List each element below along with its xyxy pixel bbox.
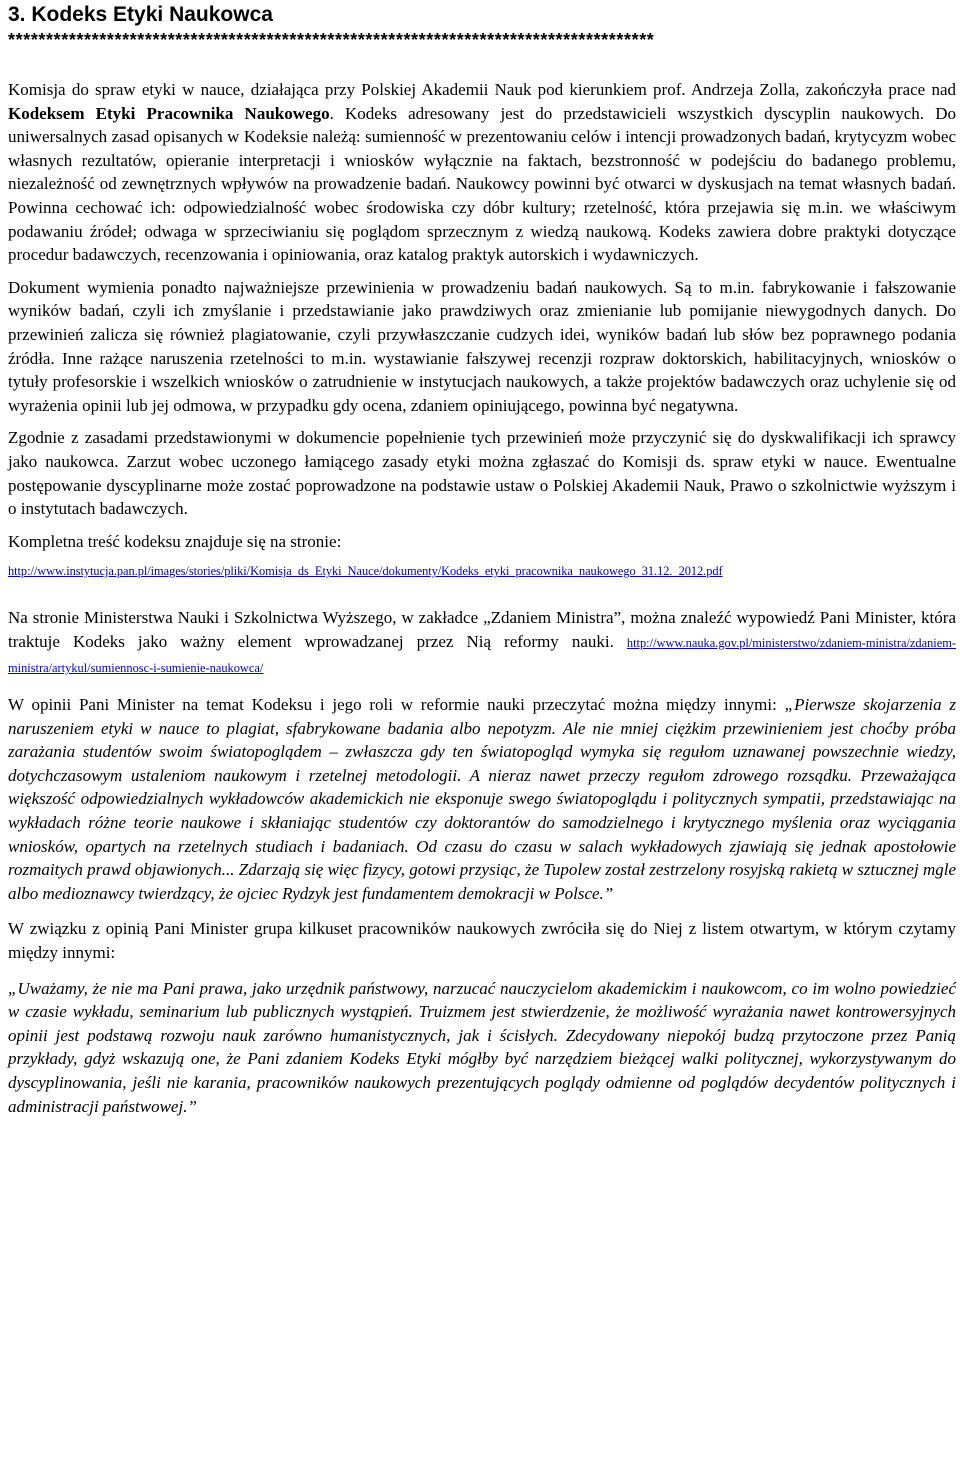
minister-opinion-intro: W opinii Pani Minister na temat Kodeksu i jego roli w reformie nauki przeczytać można między innymi:	[8, 695, 785, 715]
paragraph-violations: Dokument wymienia ponadto najważniejsze przewinienia w prowadzeniu badań naukowych. Są to m.in. fabrykowanie i fałszowanie wyników badań, czyli ich zmyślanie i przedstawianie jako prawdziwych oraz zmienianie lub pomijanie niewygodnych danych. Do przewinień zalicza się również plagiatowanie, czyli przywłaszczanie cudzych idei, wyników badań lub słów bez poprawnego podania źródła. Inne rażące naruszenia rzetelności to m.in. wystawianie fałszywej recenzji rozpraw doktorskich, habilitacyjnych, wniosków o tytuły profesorskie i wszelkich wniosków o zatrudnienie w instytucjach naukowych, a także projektów badawczych oraz uchylenie się od wyrażenia opinii lub jej odmowa, w przypadku gdy ocena, zdaniem opiniującego, powinna być negatywna.	[8, 277, 956, 415]
paragraph-consequences: Zgodnie z zasadami przedstawionymi w dokumencie popełnienie tych przewinień może przyczynić się do dyskwalifikacji ich sprawcy jako naukowca. Zarzut wobec uczonego łamiącego zasady etyki można zgłaszać do Komisji ds. spraw etyki w nauce. Ewentualne postępowanie dyscyplinarne może zostać poprowadzone na podstawie ustaw o Polskiej Akademii Nauk, Prawo o szkolnictwie wyższym i o instytutach badawczych.	[8, 428, 956, 519]
paragraph-minister-opinion	[8, 693, 956, 905]
paragraph-ministry	[8, 606, 956, 681]
paragraph-kodeks-intro	[8, 78, 956, 267]
document-page	[8, 0, 956, 1118]
section-heading: 3. Kodeks Etyki Naukowca	[8, 3, 273, 26]
minister-quote: „Pierwsze skojarzenia z naruszeniem etyki w nauce to plagiat, sfabrykowane badania albo nepotyzm. Ale nie mniej ciężkim przewinieniem jest choćby próba zarażania studentów swoim światopoglądem – zwłaszcza gdy ten światopogląd wymyka się regułom uznawanej powszechnie wiedzy, dotychczasowym ustaleniom naukowym i rzetelnej metodologii. A nieraz nawet przeczy regułom zdrowego rozsądku. Przeważająca większość odpowiedzialnych wykładowców akademickich nie eksponuje swego światopoglądu i politycznych sympatii, przedstawiając na wykładach różne teorie naukowe i skłaniając studentów czy doktorantów do samodzielnego i krytycznego myślenia oraz wyciągania wniosków, opartych na rzetelnych studiach i badaniach. Od czasu do czasu w salach wykładowych zjawiają się jednak apostołowie rozmaitych prawd objawionych... Zdarzają się więc fizycy, gotowi przysiąc, że Tupolew został zestrzelony rosyjską rakietą w sztucznej mgle albo medioznawcy twierdzący, że ojciec Rydzyk jest fundamentem demokracji w Polsce.”	[8, 695, 956, 903]
paragraph-kodeks-intro-text-1: Komisja do spraw etyki w nauce, działająca przy Polskiej Akademii Nauk pod kierunkiem prof. Andrzeja Zolla, zakończyła prace nad	[8, 80, 956, 99]
paragraph-ministry-text: Na stronie Ministerstwa Nauki i Szkolnictwa Wyższego, w zakładce „Zdaniem Ministra”, można znaleźć wypowiedź Pani Minister, która traktuje Kodeks jako ważny element wprowadzanej przez Nią reformy nauki.	[8, 608, 956, 651]
paragraph-open-letter: W związku z opinią Pani Minister grupa kilkuset pracowników naukowych zwróciła się do Niej z listem otwartym, w którym czytamy między innymi:	[8, 919, 956, 962]
kodeks-name: Kodeksem Etyki Pracownika Naukowego	[8, 103, 330, 123]
paragraph-full-text-info: Kompletna treść kodeksu znajduje się na stronie:	[8, 531, 342, 551]
open-letter-quote: „Uważamy, że nie ma Pani prawa, jako urzędnik państwowy, narzucać nauczycielom akademickim i naukowcom, co im wolno powiedzieć w czasie wykładu, seminarium lub publicznych wystąpień. Truizmem jest stwierdzenie, że możliwość wyrażania nawet kontrowersyjnych opinii jest podstawą rozwoju nauk zarówno humanistycznych, jak i ścisłych. Zdecydowany niepokój budzą przytoczone przez Panią przykłady, gdyż wskazują one, że Pani zdaniem Kodeks Etyki mógłby być narzędziem bieżącej walki politycznej, wykorzystywanym do dyscyplinowania, jeśli nie karania, pracowników naukowych prezentujących poglądy odmienne od poglądów decydentów politycznych i administracji państwowej.”	[8, 978, 956, 1116]
asterisk-separator: *************************************************************************************	[8, 32, 655, 50]
kodeks-pdf-link[interactable]: http://www.instytucja.pan.pl/images/stories/pliki/Komisja_ds_Etyki_Nauce/dokumenty/Kodeks_etyki_pracownika_naukowego_31.12._2012.pdf	[8, 564, 723, 579]
paragraph-kodeks-intro-text-2: . Kodeks adresowany jest do przedstawicieli wszystkich dyscyplin naukowych. Do uniwersalnych zasad opisanych w Kodeksie należą: sumienność w prezentowaniu celów i intencji prowadzonych badań, krytycyzm wobec własnych rezultatów, opieranie interpretacji i wniosków wyłącznie na faktach, bezstronność w podejściu do badanego problemu, niezależność od zewnętrznych wpływów na prowadzenie badań. Naukowcy powinni być otwarci w dyskusjach na temat własnych badań. Powinna cechować ich: odpowiedzialność wobec środowiska czy dóbr kultury; rzetelność, która przejawia się m.in. we właściwym podawaniu źródeł; odwaga w sprzeciwianiu się poglądom sprzecznym z wiedzą naukową. Kodeks zawiera dobre praktyki dotyczące procedur badawczych, recenzowania i opiniowania, oraz katalog praktyk autorskich i wydawniczych.	[8, 103, 956, 265]
ministry-article-link[interactable]: http://www.nauka.gov.pl/ministerstwo/zdaniem-ministra/zdaniem-ministra/artykul/sumiennosc-i-sumienie-naukowca/	[8, 635, 956, 676]
